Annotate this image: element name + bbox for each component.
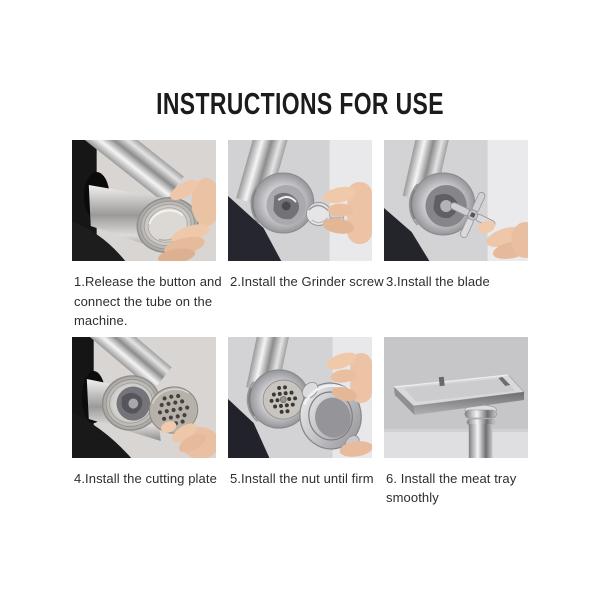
- steps-grid: [72, 140, 532, 508]
- step-4-caption: 4.Install the cutting plate: [74, 470, 217, 486]
- step-4-photo: [72, 337, 216, 458]
- install-blade-photo-illustration: [384, 140, 528, 261]
- step-5: [228, 337, 372, 508]
- step-3-photo: [384, 140, 528, 261]
- page-title: INSTRUCTIONS FOR USE: [156, 86, 444, 121]
- support-column: [465, 405, 497, 458]
- step-3: [384, 140, 528, 331]
- step-5-caption: 5.Install the nut until firm: [230, 470, 374, 486]
- step-5-photo: [228, 337, 372, 458]
- step-1-photo: [72, 140, 216, 261]
- step-6-photo: [384, 337, 528, 458]
- meat-tray-photo-illustration: [384, 337, 528, 458]
- step-6: [384, 337, 528, 508]
- step-2: [228, 140, 384, 331]
- step-3-caption: 3.Install the blade: [386, 274, 490, 289]
- step-2-caption: 2.Install the Grinder screw: [230, 274, 384, 289]
- attach-tube-photo-illustration: [72, 140, 216, 261]
- install-cutting-plate-photo-illustration: [72, 337, 216, 458]
- step-4: [72, 337, 216, 508]
- install-nut-photo-illustration: [228, 337, 372, 458]
- step-1-caption: 1.Release the button and connect the tube on the machine.: [74, 274, 222, 328]
- install-screw-photo-illustration: [228, 140, 372, 261]
- step-2-photo: [228, 140, 372, 261]
- floor: [384, 432, 528, 458]
- step-6-caption: 6. Install the meat tray smoothly: [386, 470, 517, 505]
- step-1: [72, 140, 222, 331]
